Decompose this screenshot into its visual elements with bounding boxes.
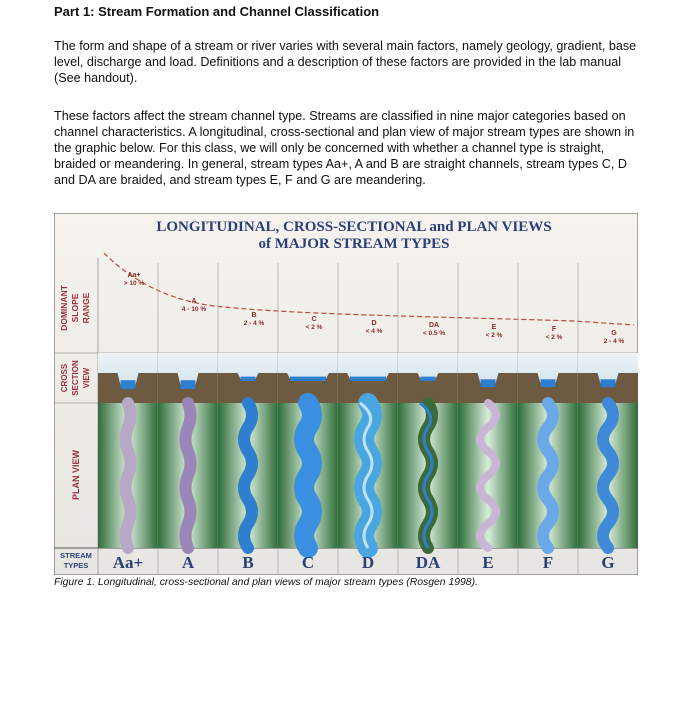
slope-type-label: A <box>191 298 197 305</box>
slope-range-label: < 0.5 % <box>422 330 446 337</box>
figure-caption: Figure 1. Longitudinal, cross-sectional and plan views of major stream types (Rosgen 1998). <box>54 577 478 588</box>
cross-section-water <box>541 379 556 387</box>
plan-view-stream <box>543 403 553 548</box>
slope-range-label: < 2 % <box>545 334 563 341</box>
cross-section-water <box>601 379 616 387</box>
stream-types-figure <box>54 213 638 575</box>
stream-type-label: A <box>181 553 195 572</box>
slope-range-label: 2 - 4 % <box>603 338 625 345</box>
slope-range-label: > 10 % <box>123 280 145 287</box>
slope-type-label: E <box>491 324 497 331</box>
slope-range-label: < 2 % <box>305 324 323 331</box>
slope-type-label: D <box>371 320 377 327</box>
plan-view-stream <box>186 403 191 548</box>
plan-label: PLAN VIEW <box>71 449 81 501</box>
slope-type-label: B <box>251 312 257 319</box>
cross-section-water <box>290 377 326 381</box>
slope-type-label: DA <box>428 322 440 329</box>
slope-range-label: 4 - 10 % <box>181 306 207 313</box>
stream-type-label: F <box>542 553 554 572</box>
classification-paragraph: These factors affect the stream channel type. Streams are classified in nine major categories based on channel characteristics. A longitudinal, cross-sectional and plan view of major stream types are shown in the graphic below. For this class, we will only be concerned with whether a channel type is straight, braided or meandering. In general, stream types Aa+, A and B are straight channels, stream types C, D and DA are braided, and stream types E, F and G are meandering. <box>54 109 635 187</box>
xs-label-line3: VIEW <box>82 367 91 389</box>
cross-section-water <box>241 377 256 381</box>
cross-section-water <box>481 379 496 387</box>
slope-label-line1: DOMINANT <box>59 285 69 331</box>
slope-type-label: F <box>551 326 557 333</box>
slope-type-label: C <box>311 316 317 323</box>
slope-range-label: < 2 % <box>485 332 503 339</box>
figure-title-line1: LONGITUDINAL, CROSS-SECTIONAL and PLAN VIEWS <box>156 219 552 235</box>
slope-label-line2: SLOPE <box>70 293 80 323</box>
stream-type-label: Aa+ <box>112 553 144 572</box>
plan-view-stream <box>244 403 252 548</box>
xs-label-line2: SECTION <box>71 360 80 396</box>
slope-label-line3: RANGE <box>81 292 91 324</box>
cross-section-water <box>350 377 386 381</box>
cross-section-water <box>421 377 436 381</box>
types-label-line2: TYPES <box>63 561 89 570</box>
stream-type-label: G <box>601 553 615 572</box>
stream-type-label: D <box>361 553 375 572</box>
figure-title-line2: of MAJOR STREAM TYPES <box>258 236 450 252</box>
plan-view-stream <box>603 403 613 548</box>
page-title: Part 1: Stream Formation and Channel Classification <box>54 4 380 19</box>
stream-type-label: B <box>242 553 254 572</box>
slope-range-label: < 4 % <box>365 328 383 335</box>
cross-section-water <box>181 380 196 389</box>
plan-view-stream <box>126 403 131 548</box>
xs-label-line1: CROSS <box>60 363 69 393</box>
slope-type-label: G <box>611 330 617 337</box>
slope-range-label: 2 - 4 % <box>243 320 265 327</box>
stream-type-label: DA <box>415 553 441 572</box>
types-label-line1: STREAM <box>60 551 92 560</box>
stream-type-label: E <box>482 553 494 572</box>
cross-section-water <box>121 380 136 389</box>
intro-paragraph: The form and shape of a stream or river varies with several main factors, namely geology, gradient, base level, discharge and load. Definitions and a description of these factors are provided in the lab manual (See handout). <box>54 39 637 85</box>
slope-type-label: Aa+ <box>127 272 141 279</box>
stream-type-label: C <box>301 553 315 572</box>
plan-view-stream <box>304 403 312 548</box>
